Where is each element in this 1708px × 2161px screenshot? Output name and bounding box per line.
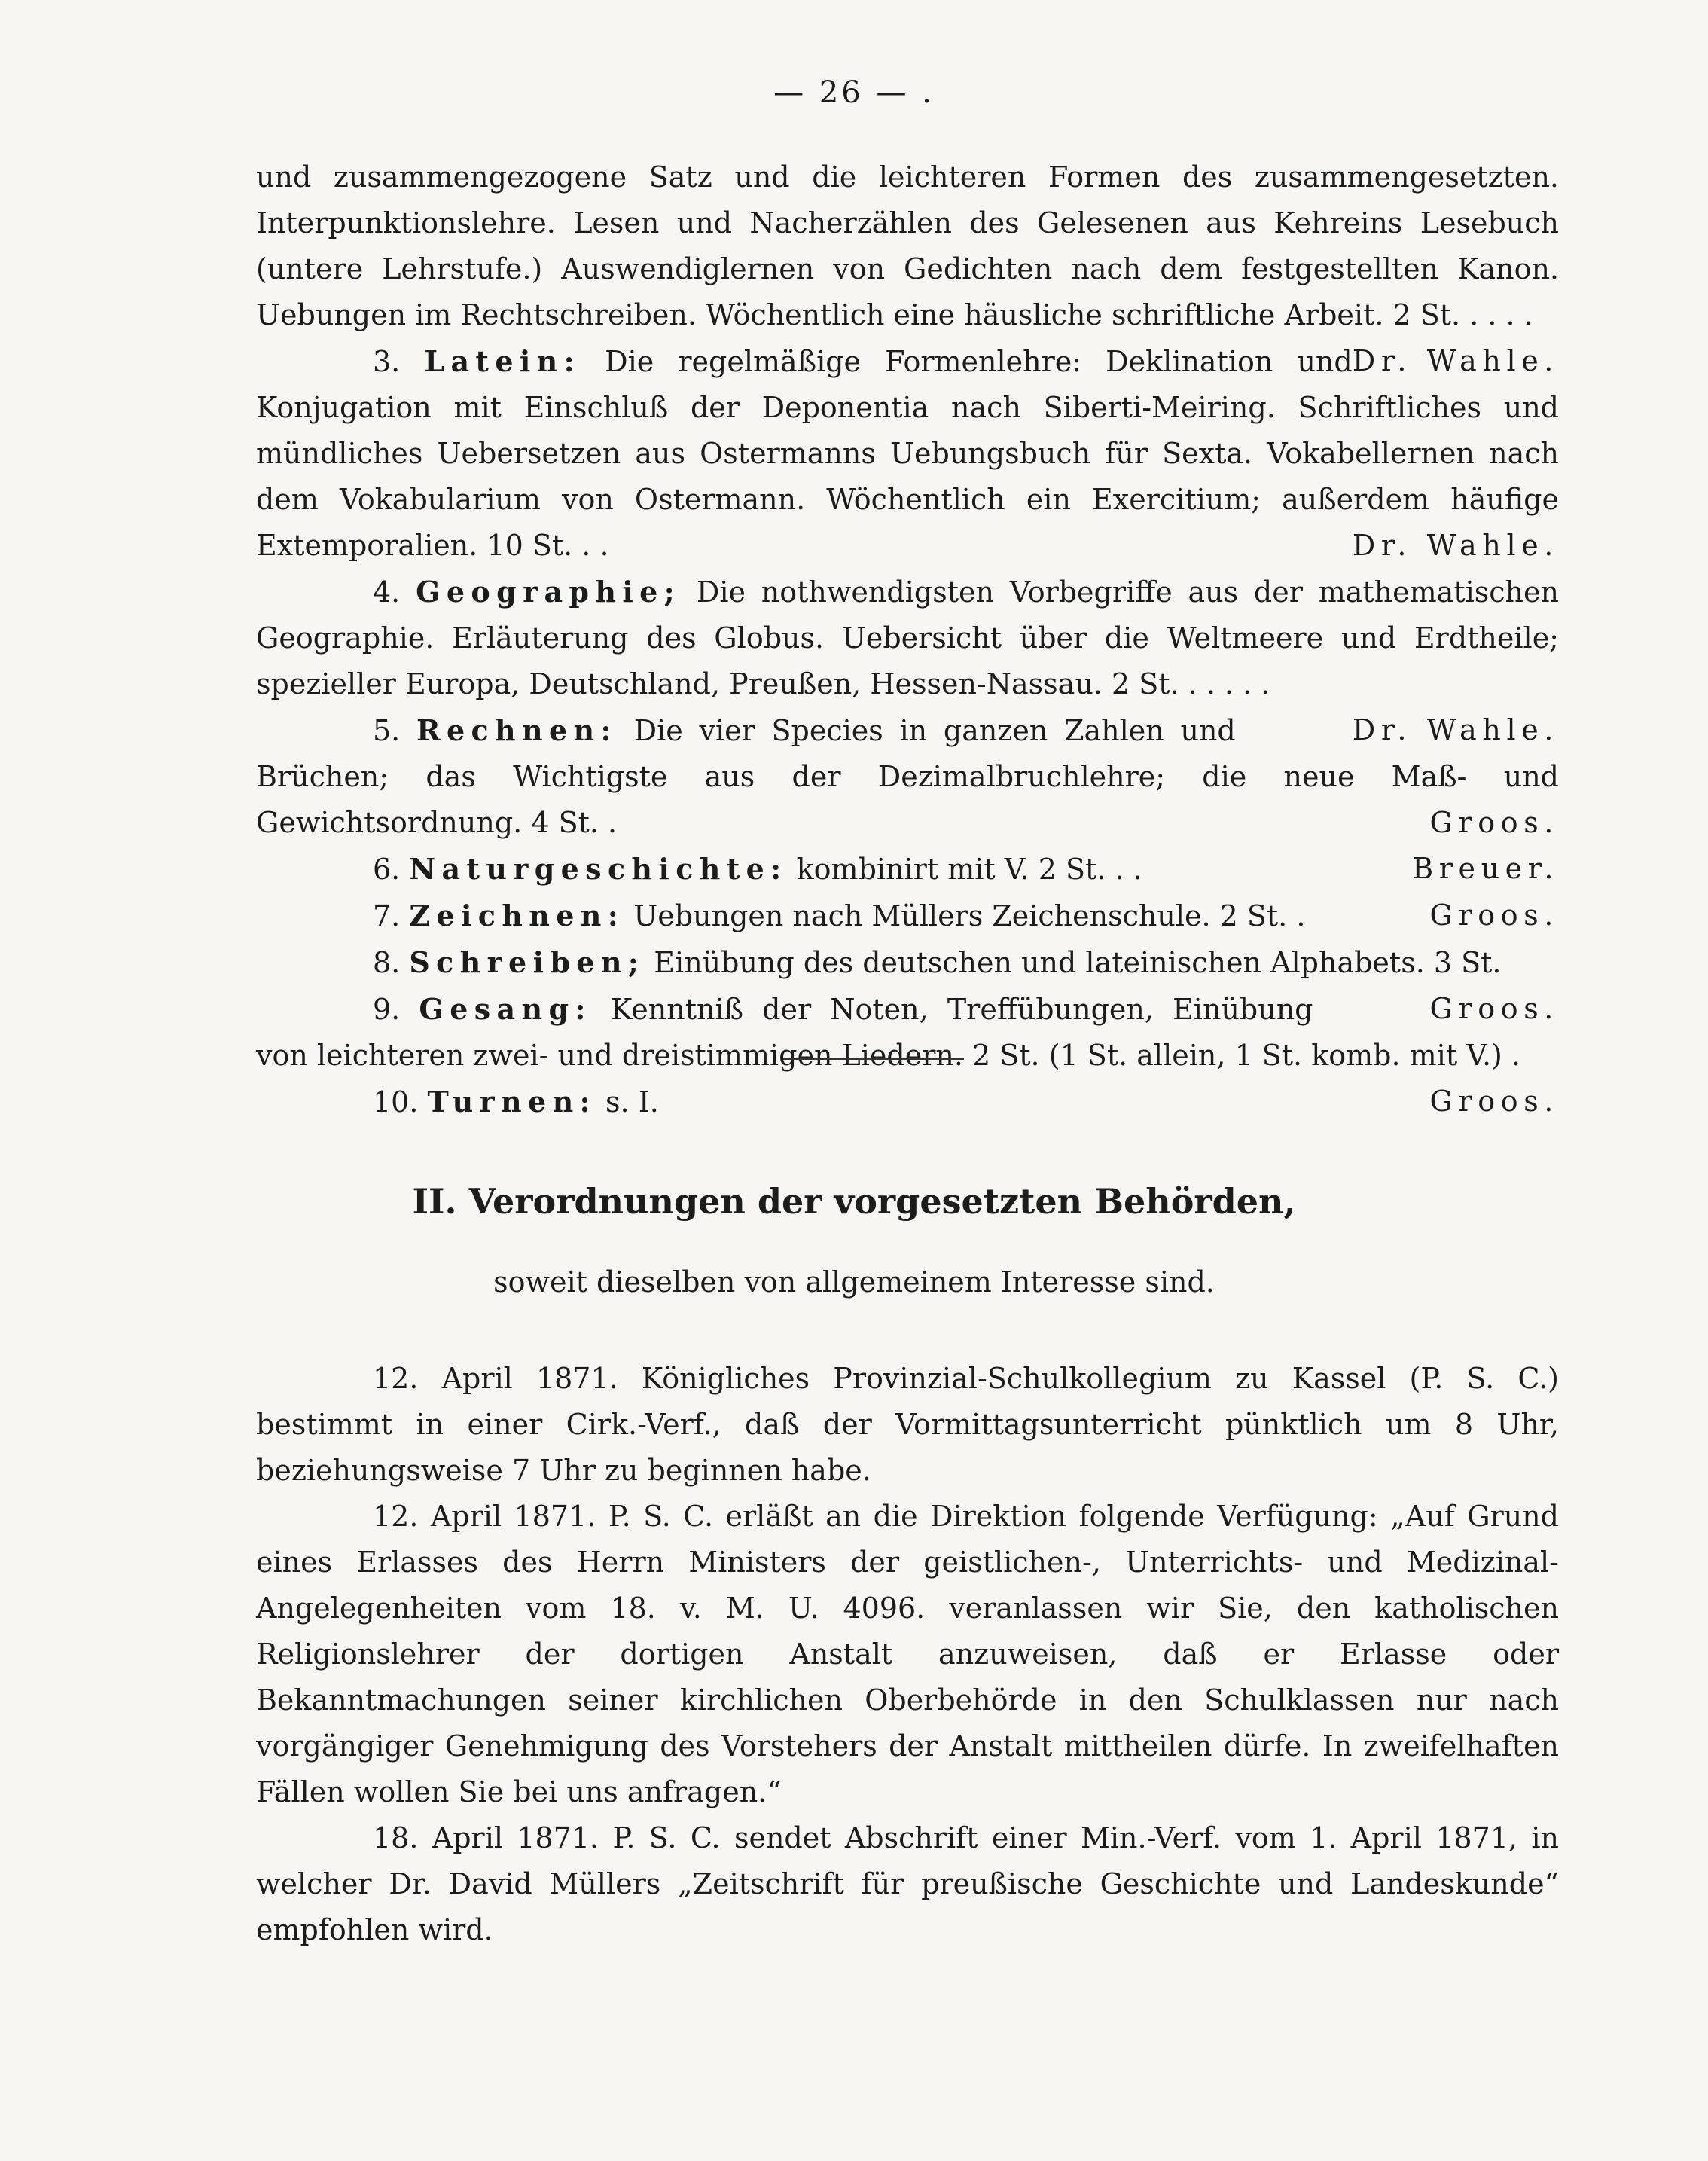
decree-text: Königliches Provinzial-Schulkollegium zu Kassel (P. S. C.) bestimmt in einer Cirk.-Verf., daß der Vormittagsunterricht pünktlich um 8 Uhr, beziehungsweise 7 Uhr zu beginnen habe. — [256, 1362, 1559, 1487]
subject-naturgeschichte — [256, 846, 1559, 893]
decree-3 — [256, 1815, 1559, 1953]
subject-number: 10. — [373, 1085, 419, 1119]
decree-date: 18. April 1871. — [373, 1821, 599, 1854]
subject-teacher: Groos. — [1429, 806, 1559, 839]
subject-number: 6. — [373, 853, 401, 886]
subject-zeichnen — [256, 893, 1559, 939]
subject-number: 3. — [373, 345, 401, 378]
subject-teacher: Dr. Wahle. — [1352, 529, 1559, 562]
intro-text: und zusammengezogene Satz und die leichteren Formen des zusammengesetzten. Interpunktionslehre. Lesen und Nacherzählen des Gelesenen aus Kehreins Lesebuch (untere Lehrstufe.) Auswendiglernen von Gedichten nach dem festgestellten Kanon. Uebungen im Rechtschreiben. Wöchentlich eine häusliche schriftliche Arbeit. 2 St. . . . . — [256, 160, 1559, 331]
subject-text: kombinirt mit V. 2 St. . . — [796, 853, 1142, 886]
subject-name: Gesang: — [419, 992, 592, 1026]
decrees-section — [256, 1356, 1559, 1953]
subject-name: Schreiben; — [409, 945, 645, 979]
decree-1 — [256, 1356, 1559, 1494]
subject-number: 7. — [373, 899, 401, 932]
subject-teacher: Breuer. — [1412, 852, 1559, 885]
page-number: — 26 — . — [773, 75, 935, 110]
section-heading: II. Verordnungen der vorgesetzten Behörden, — [412, 1181, 1296, 1222]
subject-number: 8. — [373, 946, 401, 979]
subject-teacher: Groos. — [1429, 899, 1559, 932]
decree-2 — [256, 1494, 1559, 1815]
subject-name: Rechnen: — [416, 713, 618, 747]
section-subheading: soweit dieselben von allgemeinem Interesse sind. — [493, 1265, 1215, 1299]
subject-number: 9. — [373, 993, 401, 1026]
subject-text: Die regelmäßige Formenlehre: Deklination und Konjugation mit Einschluß der Deponentia nach Siberti-Meiring. Schriftliches und mündliches Uebersetzen aus Ostermanns Uebungsbuch für Sexta. Vokabellernen nach dem Vokabularium von Ostermann. Wöchentlich ein Exercitium; außerdem häufige Extemporalien. 10 St. . . — [256, 345, 1559, 562]
decree-text: P. S. C. erläßt an die Direktion folgende Verfügung: „Auf Grund eines Erlasses des Herrn Ministers der geistlichen-, Unterrichts- und Medizinal-Angelegenheiten vom 18. v. M. U. 4096. veranlassen wir Sie, den katholischen Religionslehrer der dortigen Anstalt anzuweisen, daß er Erlasse oder Bekanntmachungen seiner kirchlichen Oberbehörde in den Schulklassen nur nach vorgängiger Genehmigung des Vorstehers der Anstalt mittheilen dürfe. In zweifelhaften Fällen wollen Sie bei uns anfragen.“ — [256, 1500, 1559, 1808]
subject-text: s. I. — [605, 1085, 659, 1119]
subject-teacher: Groos. — [1429, 992, 1559, 1025]
subject-name: Naturgeschichte: — [409, 852, 788, 886]
section-divider — [783, 1058, 964, 1060]
subject-teacher: Groos. — [1429, 1085, 1559, 1118]
intro-teacher: Dr. Wahle. — [1352, 344, 1559, 377]
subject-text: Einübung des deutschen und lateinischen Alphabets. 3 St. — [654, 946, 1502, 979]
subject-teacher: Dr. Wahle. — [1352, 713, 1559, 746]
subject-name: Latein: — [424, 344, 581, 378]
subject-number: 4. — [373, 575, 401, 609]
subject-text: Uebungen nach Müllers Zeichenschule. 2 St. . — [633, 899, 1306, 932]
decree-date: 12. April 1871. — [373, 1362, 618, 1395]
subject-name: Geographie; — [416, 575, 682, 609]
curriculum-section — [256, 154, 1559, 1125]
subject-name: Zeichnen: — [409, 899, 625, 932]
subject-name: Turnen: — [427, 1085, 596, 1119]
subject-text: Die vier Species in ganzen Zahlen und Brüchen; das Wichtigste aus der Dezimalbruchlehre; die neue Maß- und Gewichtsordnung. 4 St. . — [256, 714, 1559, 839]
subject-number: 5. — [373, 714, 401, 747]
subject-text: Kenntniß der Noten, Treffübungen, Einübung von leichteren zwei- und dreistimmigen Liedern. 2 St. (1 St. allein, 1 St. komb. mit V.) . — [256, 993, 1521, 1072]
decree-text: P. S. C. sendet Abschrift einer Min.-Verf. vom 1. April 1871, in welcher Dr. David Müllers „Zeitschrift für preußische Geschichte und Landeskunde“ empfohlen wird. — [256, 1821, 1559, 1946]
subject-text: Die nothwendigsten Vorbegriffe aus der mathematischen Geographie. Erläuterung des Globus. Uebersicht über die Weltmeere und Erdtheile; spezieller Europa, Deutschland, Preußen, Hessen-Nassau. 2 St. . . . . . — [256, 575, 1559, 700]
decree-date: 12. April 1871. — [373, 1500, 596, 1533]
